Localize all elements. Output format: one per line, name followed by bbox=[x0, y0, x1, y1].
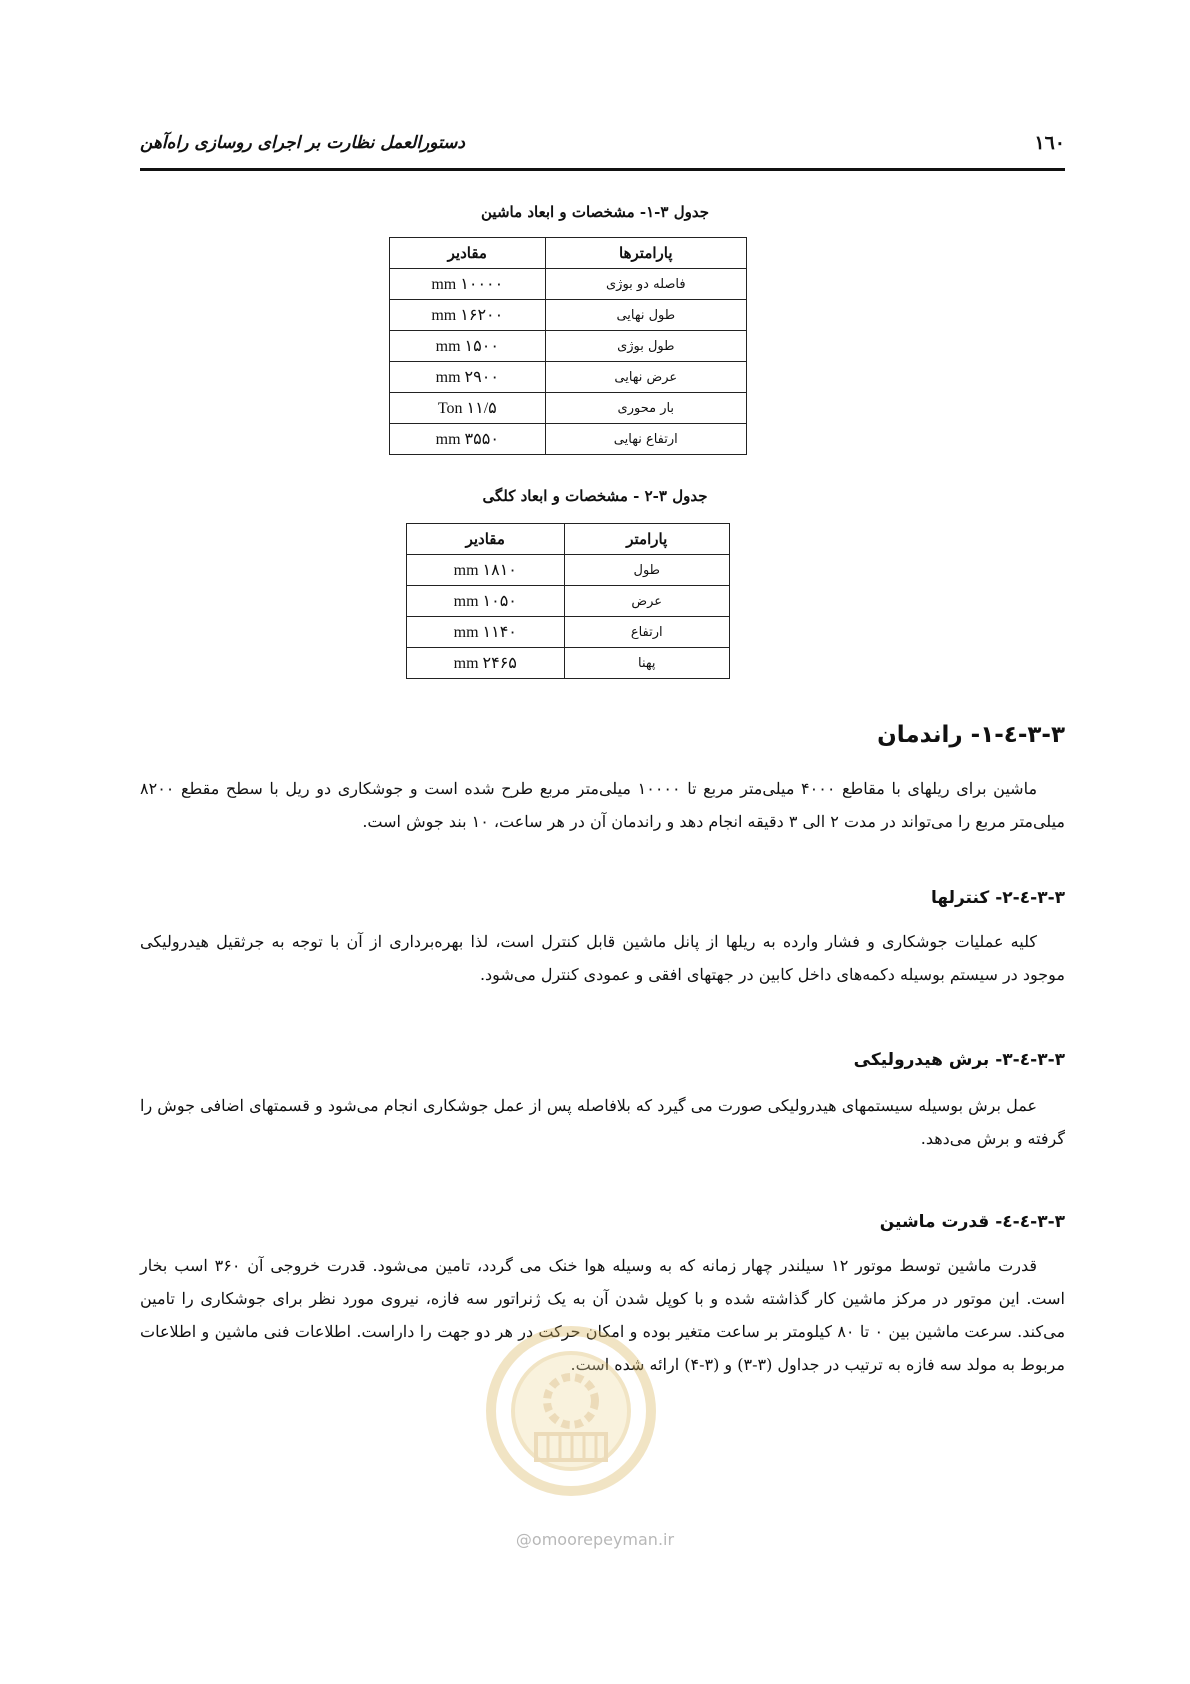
value-cell: ۳۵۵۰ mm bbox=[390, 424, 546, 455]
head-specs-table bbox=[406, 523, 730, 679]
section-paragraph-efficiency: ماشین برای ریلهای با مقاطع ۴۰۰۰ میلی‌متر مربع تا ۱۰۰۰۰ میلی‌متر مربع طرح شده است و جوشکاری دو ریل با سطح مقطع ۸۲۰۰ میلی‌متر مربع را می‌تواند در مدت ۲ الی ۳ دقیقه انجام دهد و راندمان آن در هر ساعت، ۱۰ بند جوش است. bbox=[140, 779, 1065, 831]
section-paragraph-hydraulic-cutting: عمل برش بوسیله سیستمهای هیدرولیکی صورت می گیرد که بلافاصله پس از عمل جوشکاری انجام می‌شود و قسمتهای اضافی جوش را گرفته و برش می‌دهد. bbox=[140, 1096, 1065, 1148]
machine-specs-table bbox=[389, 237, 747, 455]
table-row bbox=[407, 648, 730, 679]
table-row bbox=[407, 555, 730, 586]
column-header-values: مقادیر bbox=[390, 238, 546, 269]
parameter-cell: طول بوژی bbox=[545, 331, 746, 362]
value-cell: ۲۴۶۵ mm bbox=[407, 648, 565, 679]
table-row bbox=[390, 269, 747, 300]
parameter-cell: بار محوری bbox=[545, 393, 746, 424]
value-cell: ۱۵۰۰ mm bbox=[390, 331, 546, 362]
table-2-caption: جدول ۳-۲ - مشخصات و ابعاد کلگی bbox=[482, 487, 708, 505]
parameter-cell: طول bbox=[564, 555, 729, 586]
table-header-row bbox=[407, 524, 730, 555]
column-header-values: مقادیر bbox=[407, 524, 565, 555]
book-title: دستورالعمل نظارت بر اجرای روسازی راه‌آهن bbox=[140, 133, 465, 153]
table-1-caption: جدول ۳-۱- مشخصات و ابعاد ماشین bbox=[481, 203, 709, 221]
value-cell: ۱۱/۵ Ton bbox=[390, 393, 546, 424]
parameter-cell: عرض bbox=[564, 586, 729, 617]
table-row bbox=[390, 300, 747, 331]
parameter-cell: ارتفاع bbox=[564, 617, 729, 648]
section-heading-efficiency: ۳-۳-٤-۱- راندمان bbox=[877, 722, 1065, 748]
section-heading-hydraulic-cutting: ۳-۳-٤-۳- برش هیدرولیکی bbox=[853, 1050, 1065, 1070]
header-rule bbox=[140, 168, 1065, 171]
parameter-cell: پهنا bbox=[564, 648, 729, 679]
table-row bbox=[390, 424, 747, 455]
running-header bbox=[140, 126, 1065, 160]
watermark-url: @omoorepeyman.ir bbox=[515, 1530, 675, 1549]
section-paragraph-machine-power: قدرت ماشین توسط موتور ۱۲ سیلندر چهار زمانه که به وسیله هوا خنک می گردد، تامین می‌شود. قدرت خروجی آن ۳۶۰ اسب بخار است. این موتور در مرکز ماشین کار گذاشته شده و با کوپل شدن آن به یک ژنراتور سه فازه، نیروی مورد نظر برای جوشکاری را تامین می‌کند. سرعت ماشین بین ۰ تا ۸۰ کیلومتر بر ساعت متغیر بوده و امکان حرکت در هر دو جهت را داراست. اطلاعات فنی ماشین و اطلاعات مربوط به مولد سه فازه به ترتیب در جداول (۳-۳) و (۳-۴) ارائه شده است. bbox=[140, 1256, 1066, 1374]
table-row bbox=[407, 586, 730, 617]
section-heading-machine-power: ۳-۳-٤-٤- قدرت ماشین bbox=[879, 1212, 1065, 1232]
section-paragraph-controls: کلیه عملیات جوشکاری و فشار وارده به ریلها از پانل ماشین قابل کنترل است، لذا بهره‌برداری از آن با توجه به جرثقیل هیدرولیکی موجود در سیستم بوسیله دکمه‌های داخل کابین در جهتهای افقی و عمودی کنترل می‌شود. bbox=[140, 932, 1065, 984]
value-cell: ۱۱۴۰ mm bbox=[407, 617, 565, 648]
section-heading-controls: ۳-۳-٤-۲- کنترلها bbox=[930, 888, 1065, 908]
page-number: ۱٦۰ bbox=[1034, 132, 1065, 154]
table-row bbox=[390, 331, 747, 362]
table-header-row bbox=[390, 238, 747, 269]
omoore-peyman-logo-icon bbox=[486, 1316, 656, 1506]
value-cell: ۱۸۱۰ mm bbox=[407, 555, 565, 586]
parameter-cell: طول نهایی bbox=[545, 300, 746, 331]
column-header-parameters: پارامترها bbox=[545, 238, 746, 269]
table-row bbox=[390, 393, 747, 424]
value-cell: ۱۶۲۰۰ mm bbox=[390, 300, 546, 331]
parameter-cell: ارتفاع نهایی bbox=[545, 424, 746, 455]
parameter-cell: عرض نهایی bbox=[545, 362, 746, 393]
value-cell: ۱۰۵۰ mm bbox=[407, 586, 565, 617]
value-cell: ۲۹۰۰ mm bbox=[390, 362, 546, 393]
table-row bbox=[407, 617, 730, 648]
column-header-parameter: پارامتر bbox=[564, 524, 729, 555]
table-row bbox=[390, 362, 747, 393]
value-cell: ۱۰۰۰۰ mm bbox=[390, 269, 546, 300]
parameter-cell: فاصله دو بوژی bbox=[545, 269, 746, 300]
